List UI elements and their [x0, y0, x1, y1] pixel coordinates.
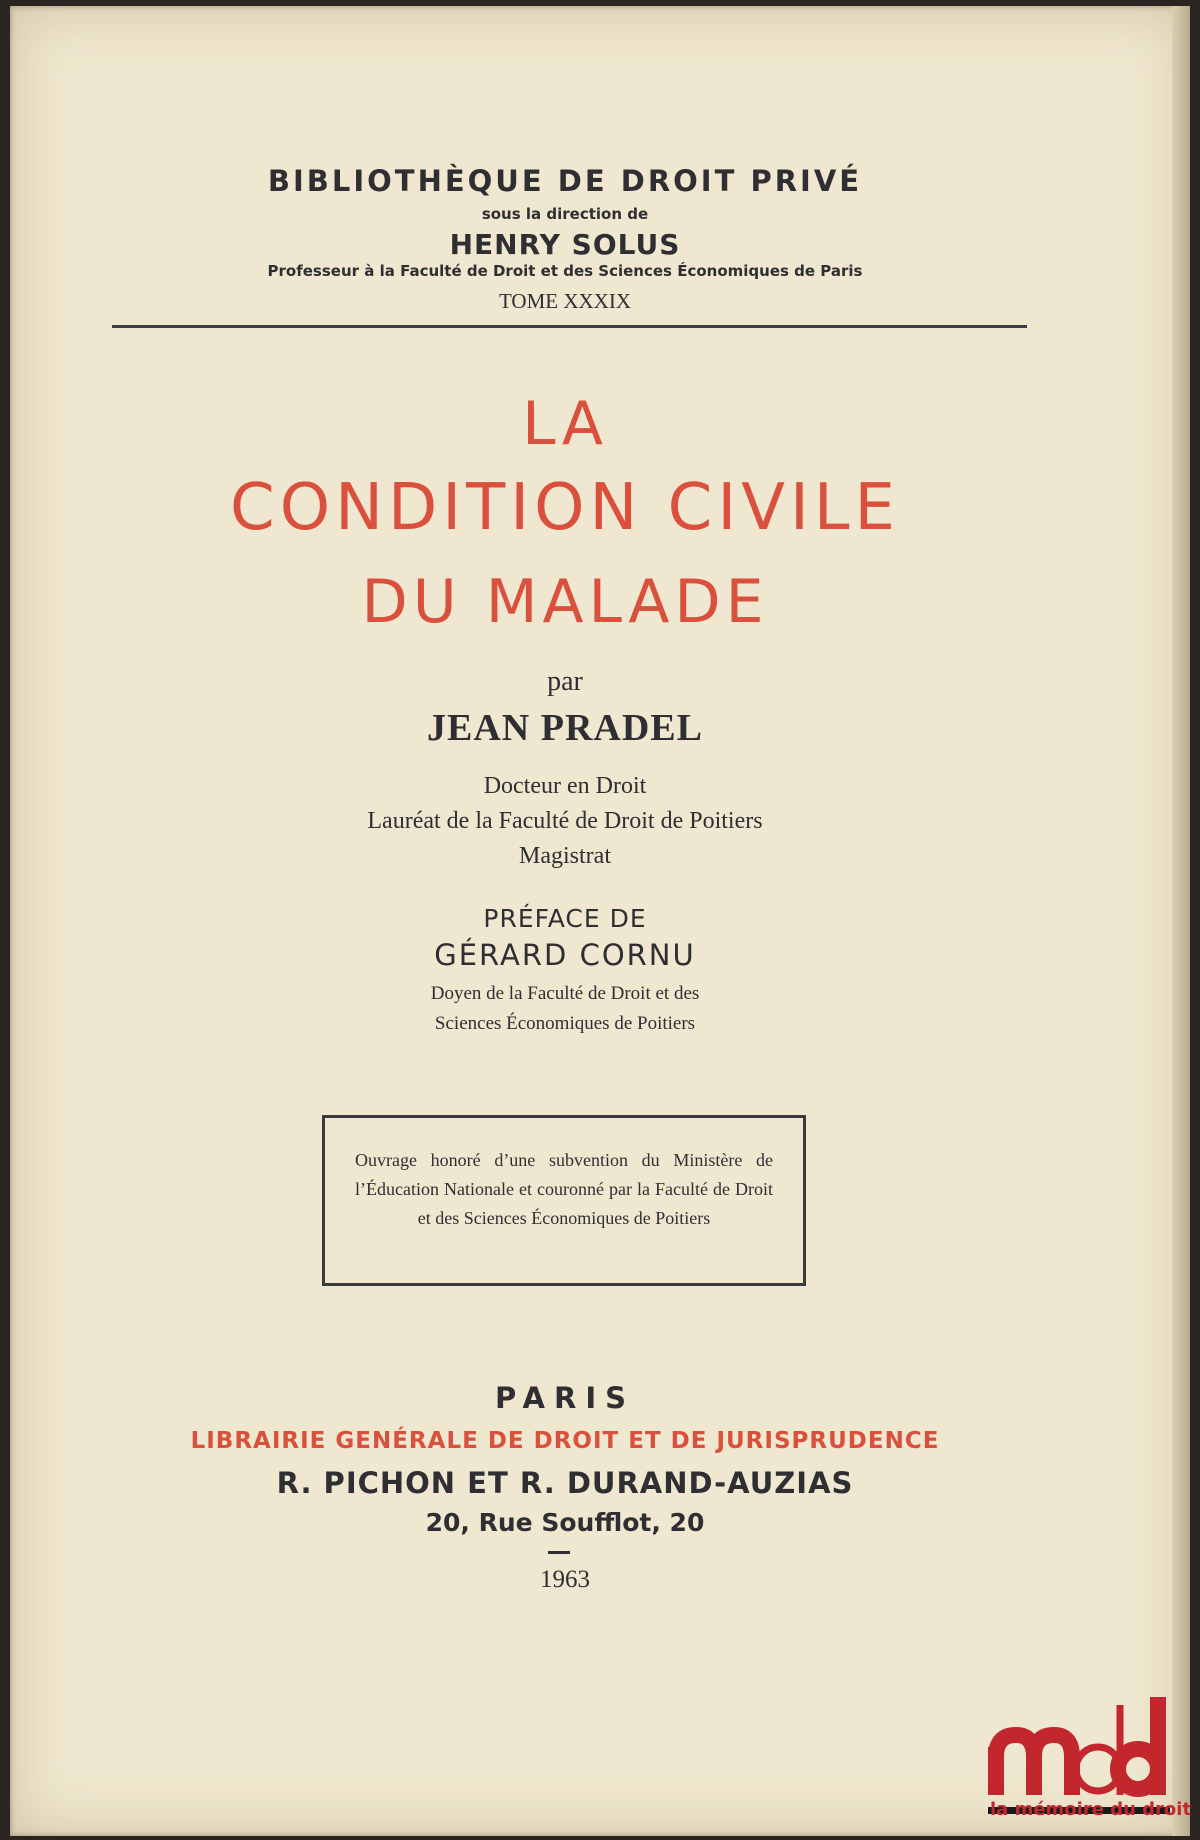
title-line-3: DU MALADE [361, 567, 769, 637]
title-line-1: LA [522, 389, 608, 459]
preface-author: GÉRARD CORNU [434, 938, 696, 972]
page-edge [1172, 6, 1190, 1836]
publication-year: 1963 [540, 1566, 590, 1593]
book-cover [10, 6, 1190, 1836]
author-name: JEAN PRADEL [427, 707, 703, 749]
director-name: HENRY SOLUS [449, 228, 681, 261]
credential-line: Magistrat [519, 843, 611, 869]
title-line-2: CONDITION CIVILE [230, 471, 900, 545]
author-credentials [10, 769, 1120, 874]
logo-caption: la mémoire du droit [990, 1799, 1192, 1820]
by-label: par [547, 666, 583, 697]
preface-role-line: Doyen de la Faculté de Droit et des [430, 983, 700, 1004]
subsidy-notice-box: Ouvrage honoré d’une subvention du Ministère de l’Éducation Nationale et couronné par la Faculté de Droit et des Sciences Économiques de Poitiers [322, 1115, 806, 1286]
series-title: BIBLIOTHÈQUE DE DROIT PRIVÉ [267, 164, 863, 198]
printer-name: R. PICHON ET R. DURAND-AUZIAS [276, 1466, 854, 1500]
publisher-name: LIBRAIRIE GENÉRALE DE DROIT ET DE JURISPRUDENCE [190, 1428, 940, 1454]
year-separator [548, 1551, 570, 1554]
publisher-city: PARIS [494, 1381, 636, 1415]
publisher-address: 20, Rue Soufflot, 20 [425, 1508, 705, 1537]
preface-label: PRÉFACE DE [483, 904, 647, 933]
director-role: Professeur à la Faculté de Droit et des Sciences Économiques de Paris [267, 262, 863, 280]
credential-line: Docteur en Droit [483, 773, 647, 799]
preface-role-line: Sciences Économiques de Poitiers [434, 1013, 696, 1034]
header-divider [112, 325, 1027, 328]
direction-line: sous la direction de [481, 205, 649, 223]
tome-number: TOME XXXIX [498, 289, 632, 313]
credential-line: Lauréat de la Faculté de Droit de Poitiers [367, 808, 763, 834]
preface-author-role [10, 979, 1120, 1039]
